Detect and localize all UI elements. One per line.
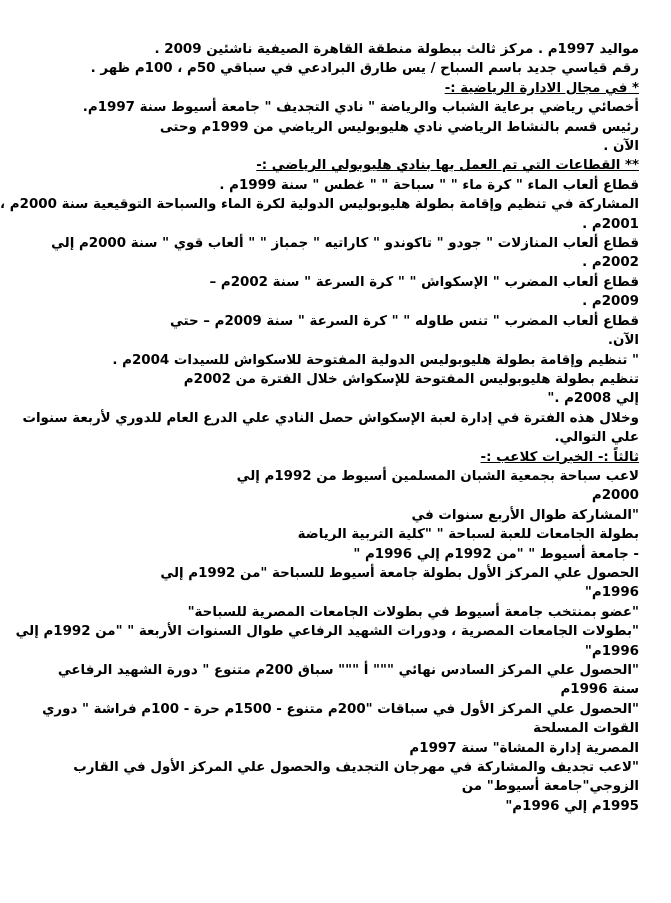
- text-line: تنظيم بطولة هليوبوليس المفتوحة للإسكواش خلال الفترة من 2002م: [183, 371, 639, 387]
- document-page: [0, 40, 639, 816]
- text-line: رئيس قسم بالنشاط الرياضي نادي هليوبوليس الرياضي من 1999م وحتى: [159, 119, 639, 135]
- text-line: "المشاركة طوال الأربع سنوات في: [411, 507, 639, 523]
- text-line: 1996م": [584, 585, 639, 601]
- text-line: قطاع ألعاب المنازلات " جودو " تاكوندو " كاراتيه " جمباز " " ألعاب قوي " سنة 2000م إلي: [51, 236, 639, 252]
- text-line: لاعب سباحة بجمعية الشبان المسلمين أسيوط من 1992م إلي: [236, 468, 639, 484]
- text-line: رقم قياسي جديد باسم السباح / يس طارق البرادعي في سباقي 50م ، 100م ظهر .: [90, 61, 639, 77]
- text-line: " تنظيم وإقامة بطولة هليوبوليس الدولية المفتوحة للاسكواش للسيدات 2004م .: [112, 352, 639, 368]
- text-line: سنة 1996م: [560, 682, 639, 698]
- text-line: - جامعة أسيوط " "من 1992م إلي 1996م ": [353, 546, 639, 562]
- text-line: 1995م إلي 1996م": [505, 798, 639, 814]
- text-line: أخصائي رياضي برعاية الشباب والرياضة " نادي التجديف " جامعة أسيوط سنة 1997م.: [82, 100, 639, 116]
- text-line: إلي 2008م .": [547, 391, 639, 407]
- text-line: 2000م: [591, 488, 639, 504]
- text-line: علي التوالي.: [554, 430, 639, 446]
- text-line: المشاركة في تنظيم وإقامة بطولة هليوبوليس الدولية لكرة الماء والسباحة التوقيعية سنة 2000م ،: [0, 197, 639, 213]
- text-line: قطاع ألعاب المضرب " تنس طاوله " " كرة السرعة " سنة 2009م – حتي: [169, 313, 639, 329]
- text-line: الآن.: [607, 333, 639, 349]
- text-line: 2001م .: [582, 216, 639, 232]
- text-line: "عضو بمنتخب جامعة أسيوط في بطولات الجامعات المصرية للسباحة": [187, 604, 639, 620]
- text-line: "الحصول علي المركز السادس نهائي """ أ """ سباق 200م متنوع " دورة الشهيد الرفاعي: [57, 663, 639, 678]
- text-line: 2009م .: [582, 294, 639, 310]
- text-line: "الحصول علي المركز الأول في سباقات "200م متنوع - 1500م حرة - 100م فراشة " دوري: [42, 701, 639, 717]
- section-heading: * في مجال الادارة الرياضية :-: [444, 80, 639, 96]
- text-line: الزوجي"جامعة أسيوط" من: [461, 779, 639, 795]
- text-line: الحصول علي المركز الأول بطولة جامعة أسيوط للسباحة "من 1992م إلي: [160, 565, 639, 581]
- text-line: قطاع ألعاب الماء " كرة ماء " " سباحة " " غطس " سنة 1999م .: [219, 177, 639, 193]
- text-line: "بطولات الجامعات المصرية ، ودورات الشهيد الرفاعي طوال السنوات الأربعة " "من 1992م إلي: [15, 624, 639, 640]
- text-line: "لاعب تجديف والمشاركة في مهرجان التجديف والحصول علي المركز الأول في القارب: [73, 760, 639, 776]
- text-line: الآن .: [603, 139, 639, 155]
- text-line: القوات المسلحة: [533, 721, 639, 737]
- text-line: 1996م": [584, 643, 639, 659]
- text-line: بطولة الجامعات للعبة لسباحة " "كلية التربية الرياضة: [297, 527, 639, 543]
- text-line: وخلال هذه الفترة في إدارة لعبة الإسكواش حصل النادي علي الدرع العام للدوري لأربعة سنوات: [22, 410, 639, 426]
- text-line: قطاع ألعاب المضرب " الإسكواش " " كرة السرعة " سنة 2002م –: [209, 274, 639, 290]
- text-line: مواليد 1997م . مركز ثالث ببطولة منطقة القاهرة الصيفية ناشئين 2009 .: [154, 42, 639, 57]
- text-line: المصرية إدارة المشاة" سنة 1997م: [409, 740, 639, 756]
- text-line: 2002م .: [582, 255, 639, 271]
- section-heading: ثالثاً :- الخبرات كلاعب :-: [480, 449, 639, 465]
- section-heading: ** القطاعات التي تم العمل بها بنادي هليوبولي الرياضي :-: [256, 158, 639, 174]
